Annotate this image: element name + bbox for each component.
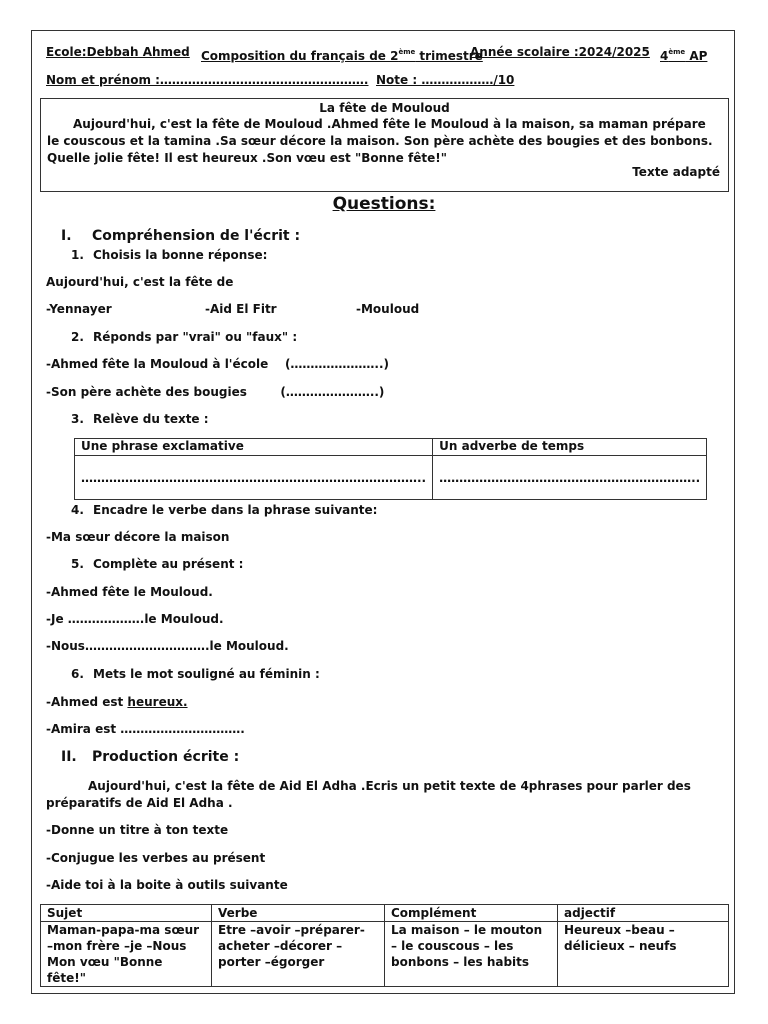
- toolbox-cell: Maman-papa-ma sœur –mon frère –je –Nous Mon vœu "Bonne fête!": [41, 922, 212, 987]
- composition-title: Composition du français de 2ème trimestre: [201, 48, 483, 63]
- q1-option[interactable]: -Aid El Fitr: [205, 302, 277, 316]
- school-year: Année scolaire :2024/2025: [470, 45, 650, 59]
- reading-title: La fête de Mouloud: [319, 101, 450, 115]
- name-field[interactable]: Nom et prénom :…………………………………………….: [46, 73, 369, 87]
- section-1-number: I.: [61, 228, 72, 244]
- toolbox-header: adjectif: [558, 905, 729, 922]
- q5-number: 5.: [71, 557, 84, 571]
- q2-number: 2.: [71, 330, 84, 344]
- q6-line-1: -Ahmed est heureux.: [46, 695, 188, 709]
- q5-title: Complète au présent :: [93, 557, 244, 571]
- q3-number: 3.: [71, 412, 84, 426]
- q2-item[interactable]: -Son père achète des bougies (…………………..): [46, 385, 385, 399]
- q2-item[interactable]: -Ahmed fête la Mouloud à l'école (…………………..): [46, 357, 390, 371]
- q4-title: Encadre le verbe dans la phrase suivante:: [93, 503, 378, 517]
- school-name: Ecole:Debbah Ahmed: [46, 45, 190, 59]
- toolbox-cell: Etre –avoir –préparer-acheter –décorer –porter –égorger: [212, 922, 385, 987]
- q4-sentence[interactable]: -Ma sœur décore la maison: [46, 530, 230, 544]
- section-1-title: Compréhension de l'écrit :: [92, 228, 301, 244]
- toolbox-header: Complément: [385, 905, 558, 922]
- q1-number: 1.: [71, 248, 84, 262]
- q1-option[interactable]: -Yennayer: [46, 302, 112, 316]
- section-2-title: Production écrite :: [92, 749, 240, 765]
- questions-title: Questions:: [332, 194, 436, 214]
- q6-line-2[interactable]: -Amira est ………………………….: [46, 722, 245, 736]
- reading-source: Texte adapté: [632, 165, 720, 179]
- underlined-word: heureux.: [127, 695, 188, 709]
- toolbox-header: Verbe: [212, 905, 385, 922]
- production-prompt: Aujourd'hui, c'est la fête de Aid El Adha .Ecris un petit texte de 4phrases pour parler des préparatifs de Aid El Adha .: [46, 779, 691, 810]
- toolbox-cell: La maison – le mouton – le couscous – les bonbons – les habits: [385, 922, 558, 987]
- header-line: [46, 45, 190, 59]
- q5-item[interactable]: -Je ……………….le Mouloud.: [46, 612, 224, 626]
- q5-item: -Ahmed fête le Mouloud.: [46, 585, 213, 599]
- production-instruction: -Donne un titre à ton texte: [46, 823, 229, 837]
- releve-answer[interactable]: …………………………………………………………………………..: [75, 456, 433, 500]
- releve-header: Un adverbe de temps: [433, 439, 707, 456]
- q6-number: 6.: [71, 667, 84, 681]
- q5-item[interactable]: -Nous………………………….le Mouloud.: [46, 639, 289, 653]
- production-instruction: -Aide toi à la boite à outils suivante: [46, 878, 288, 892]
- reading-body: Aujourd'hui, c'est la fête de Mouloud .Ahmed fête le Mouloud à la maison, sa maman prépare le couscous et la tamina .Sa sœur décore la maison. Son père achète des bougies et des bonbons. Quelle jolie fête! Il est heureux .Son vœu est "Bonne fête!": [47, 117, 713, 165]
- q4-number: 4.: [71, 503, 84, 517]
- q3-title: Relève du texte :: [93, 412, 209, 426]
- releve-answer[interactable]: ………………………………………………………..: [433, 456, 707, 500]
- q6-title: Mets le mot souligné au féminin :: [93, 667, 320, 681]
- q1-title: Choisis la bonne réponse:: [93, 248, 268, 262]
- reading-text-box: [40, 98, 729, 192]
- releve-header: Une phrase exclamative: [75, 439, 433, 456]
- q1-sentence: Aujourd'hui, c'est la fête de: [46, 275, 234, 289]
- toolbox-cell: Heureux –beau – délicieux – neufs: [558, 922, 729, 987]
- q2-title: Réponds par "vrai" ou "faux" :: [93, 330, 298, 344]
- toolbox-table: [40, 904, 729, 987]
- production-instruction: -Conjugue les verbes au présent: [46, 851, 266, 865]
- toolbox-header: Sujet: [41, 905, 212, 922]
- level: 4ème AP: [660, 48, 708, 63]
- section-2-number: II.: [61, 749, 77, 765]
- note-field[interactable]: Note : ………………/10: [376, 73, 515, 87]
- releve-table: [74, 438, 707, 500]
- q1-option[interactable]: -Mouloud: [356, 302, 420, 316]
